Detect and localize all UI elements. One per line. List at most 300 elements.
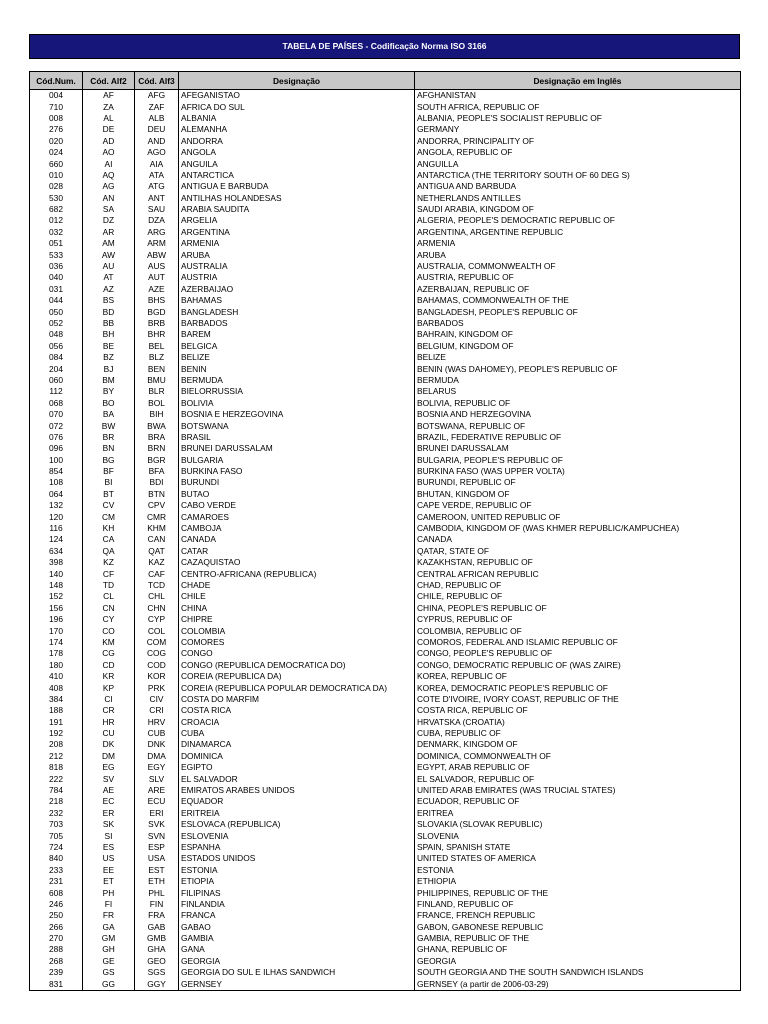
table-row <box>30 136 741 147</box>
english-designation-cell: CAMEROON, UNITED REPUBLIC OF <box>415 511 741 522</box>
english-designation-cell: BANGLADESH, PEOPLE'S REPUBLIC OF <box>415 306 741 317</box>
table-row <box>30 398 741 409</box>
document-title: TABELA DE PAÍSES - Codificação Norma ISO 3166 <box>29 34 740 59</box>
alpha3-code-cell: SVN <box>135 830 179 841</box>
english-designation-cell: CHINA, PEOPLE'S REPUBLIC OF <box>415 603 741 614</box>
table-row <box>30 249 741 260</box>
english-designation-cell: ARGENTINA, ARGENTINE REPUBLIC <box>415 227 741 238</box>
numeric-code-cell: 032 <box>30 227 83 238</box>
alpha2-code-cell: DZ <box>83 215 135 226</box>
alpha2-code-cell: BE <box>83 341 135 352</box>
alpha3-code-cell: FRA <box>135 910 179 921</box>
alpha2-code-cell: ER <box>83 808 135 819</box>
alpha2-code-cell: ET <box>83 876 135 887</box>
designation-cell: ALBANIA <box>179 113 415 124</box>
alpha2-code-cell: AG <box>83 181 135 192</box>
designation-cell: GERNSEY <box>179 978 415 990</box>
english-designation-cell: PHILIPPINES, REPUBLIC OF THE <box>415 887 741 898</box>
alpha2-code-cell: AQ <box>83 170 135 181</box>
alpha2-code-cell: CV <box>83 500 135 511</box>
alpha3-code-cell: ECU <box>135 796 179 807</box>
numeric-code-cell: 116 <box>30 523 83 534</box>
table-row <box>30 773 741 784</box>
alpha3-code-cell: TCD <box>135 580 179 591</box>
numeric-code-cell: 052 <box>30 318 83 329</box>
alpha2-code-cell: BG <box>83 455 135 466</box>
alpha2-code-cell: CF <box>83 568 135 579</box>
numeric-code-cell: 250 <box>30 910 83 921</box>
alpha3-code-cell: COD <box>135 660 179 671</box>
table-row <box>30 375 741 386</box>
alpha2-code-cell: AM <box>83 238 135 249</box>
table-row <box>30 432 741 443</box>
alpha2-code-cell: BT <box>83 489 135 500</box>
alpha2-code-cell: TD <box>83 580 135 591</box>
table-row <box>30 853 741 864</box>
table-row <box>30 603 741 614</box>
designation-cell: DINAMARCA <box>179 739 415 750</box>
english-designation-cell: ANTARCTICA (THE TERRITORY SOUTH OF 60 DEG S) <box>415 170 741 181</box>
alpha3-code-cell: CAF <box>135 568 179 579</box>
english-designation-cell: ANGOLA, REPUBLIC OF <box>415 147 741 158</box>
designation-cell: ANTARCTICA <box>179 170 415 181</box>
alpha3-code-cell: BIH <box>135 409 179 420</box>
designation-cell: BELIZE <box>179 352 415 363</box>
alpha3-code-cell: COG <box>135 648 179 659</box>
alpha2-code-cell: BR <box>83 432 135 443</box>
numeric-code-cell: 020 <box>30 136 83 147</box>
column-header-alpha3-code: Cód. Alf3 <box>135 72 179 90</box>
alpha3-code-cell: AUT <box>135 272 179 283</box>
alpha3-code-cell: BMU <box>135 375 179 386</box>
alpha2-code-cell: CN <box>83 603 135 614</box>
table-row <box>30 181 741 192</box>
english-designation-cell: CONGO, DEMOCRATIC REPUBLIC OF (WAS ZAIRE) <box>415 660 741 671</box>
alpha3-code-cell: AND <box>135 136 179 147</box>
english-designation-cell: AUSTRALIA, COMMONWEALTH OF <box>415 261 741 272</box>
designation-cell: DOMINICA <box>179 751 415 762</box>
numeric-code-cell: 384 <box>30 694 83 705</box>
alpha2-code-cell: GA <box>83 922 135 933</box>
alpha2-code-cell: CY <box>83 614 135 625</box>
english-designation-cell: CYPRUS, REPUBLIC OF <box>415 614 741 625</box>
numeric-code-cell: 724 <box>30 842 83 853</box>
alpha3-code-cell: DEU <box>135 124 179 135</box>
alpha3-code-cell: EGY <box>135 762 179 773</box>
alpha3-code-cell: AGO <box>135 147 179 158</box>
numeric-code-cell: 178 <box>30 648 83 659</box>
alpha3-code-cell: BRN <box>135 443 179 454</box>
alpha3-code-cell: CPV <box>135 500 179 511</box>
table-row <box>30 739 741 750</box>
table-row <box>30 363 741 374</box>
designation-cell: ESLOVACA (REPUBLICA) <box>179 819 415 830</box>
designation-cell: CUBA <box>179 728 415 739</box>
numeric-code-cell: 096 <box>30 443 83 454</box>
designation-cell: BOTSWANA <box>179 420 415 431</box>
english-designation-cell: CAPE VERDE, REPUBLIC OF <box>415 500 741 511</box>
designation-cell: BANGLADESH <box>179 306 415 317</box>
alpha3-code-cell: CIV <box>135 694 179 705</box>
table-row <box>30 580 741 591</box>
english-designation-cell: BELGIUM, KINGDOM OF <box>415 341 741 352</box>
english-designation-cell: ERITREA <box>415 808 741 819</box>
english-designation-cell: DENMARK, KINGDOM OF <box>415 739 741 750</box>
alpha3-code-cell: BHR <box>135 329 179 340</box>
designation-cell: BULGARIA <box>179 455 415 466</box>
alpha3-code-cell: DMA <box>135 751 179 762</box>
numeric-code-cell: 068 <box>30 398 83 409</box>
english-designation-cell: ALGERIA, PEOPLE'S DEMOCRATIC REPUBLIC OF <box>415 215 741 226</box>
alpha2-code-cell: CI <box>83 694 135 705</box>
numeric-code-cell: 705 <box>30 830 83 841</box>
designation-cell: AZERBAIJAO <box>179 284 415 295</box>
alpha2-code-cell: AO <box>83 147 135 158</box>
alpha2-code-cell: AZ <box>83 284 135 295</box>
numeric-code-cell: 398 <box>30 557 83 568</box>
table-row <box>30 455 741 466</box>
table-row <box>30 762 741 773</box>
alpha2-code-cell: ZA <box>83 101 135 112</box>
table-row <box>30 625 741 636</box>
numeric-code-cell: 276 <box>30 124 83 135</box>
table-row <box>30 591 741 602</box>
designation-cell: ARGELIA <box>179 215 415 226</box>
numeric-code-cell: 410 <box>30 671 83 682</box>
table-row <box>30 147 741 158</box>
alpha3-code-cell: ETH <box>135 876 179 887</box>
table-row <box>30 500 741 511</box>
english-designation-cell: BOLIVIA, REPUBLIC OF <box>415 398 741 409</box>
alpha2-code-cell: US <box>83 853 135 864</box>
table-row <box>30 318 741 329</box>
english-designation-cell: BRUNEI DARUSSALAM <box>415 443 741 454</box>
designation-cell: COSTA DO MARFIM <box>179 694 415 705</box>
table-row <box>30 204 741 215</box>
numeric-code-cell: 239 <box>30 967 83 978</box>
designation-cell: COMORES <box>179 637 415 648</box>
english-designation-cell: BHUTAN, KINGDOM OF <box>415 489 741 500</box>
alpha3-code-cell: CYP <box>135 614 179 625</box>
numeric-code-cell: 840 <box>30 853 83 864</box>
numeric-code-cell: 854 <box>30 466 83 477</box>
english-designation-cell: SOUTH GEORGIA AND THE SOUTH SANDWICH ISLANDS <box>415 967 741 978</box>
english-designation-cell: SAUDI ARABIA, KINGDOM OF <box>415 204 741 215</box>
alpha2-code-cell: BZ <box>83 352 135 363</box>
numeric-code-cell: 233 <box>30 865 83 876</box>
alpha2-code-cell: KZ <box>83 557 135 568</box>
alpha3-code-cell: CMR <box>135 511 179 522</box>
designation-cell: ARMENIA <box>179 238 415 249</box>
designation-cell: AFRICA DO SUL <box>179 101 415 112</box>
alpha3-code-cell: AZE <box>135 284 179 295</box>
table-header-row <box>30 72 741 90</box>
alpha2-code-cell: AU <box>83 261 135 272</box>
table-row <box>30 443 741 454</box>
english-designation-cell: ARMENIA <box>415 238 741 249</box>
numeric-code-cell: 196 <box>30 614 83 625</box>
alpha3-code-cell: AIA <box>135 158 179 169</box>
numeric-code-cell: 040 <box>30 272 83 283</box>
english-designation-cell: BELIZE <box>415 352 741 363</box>
numeric-code-cell: 044 <box>30 295 83 306</box>
designation-cell: EL SALVADOR <box>179 773 415 784</box>
designation-cell: CONGO <box>179 648 415 659</box>
table-row <box>30 887 741 898</box>
table-row <box>30 295 741 306</box>
table-row <box>30 386 741 397</box>
english-designation-cell: BERMUDA <box>415 375 741 386</box>
designation-cell: ANTIGUA E BARBUDA <box>179 181 415 192</box>
numeric-code-cell: 084 <box>30 352 83 363</box>
alpha3-code-cell: ATG <box>135 181 179 192</box>
alpha3-code-cell: CHN <box>135 603 179 614</box>
alpha2-code-cell: HR <box>83 716 135 727</box>
alpha2-code-cell: CD <box>83 660 135 671</box>
numeric-code-cell: 180 <box>30 660 83 671</box>
alpha3-code-cell: KOR <box>135 671 179 682</box>
alpha2-code-cell: KR <box>83 671 135 682</box>
alpha2-code-cell: EE <box>83 865 135 876</box>
alpha3-code-cell: BEL <box>135 341 179 352</box>
designation-cell: CATAR <box>179 546 415 557</box>
column-header-designation: Designação <box>179 72 415 90</box>
english-designation-cell: SLOVAKIA (SLOVAK REPUBLIC) <box>415 819 741 830</box>
english-designation-cell: COLOMBIA, REPUBLIC OF <box>415 625 741 636</box>
english-designation-cell: BURUNDI, REPUBLIC OF <box>415 477 741 488</box>
numeric-code-cell: 152 <box>30 591 83 602</box>
english-designation-cell: SLOVENIA <box>415 830 741 841</box>
english-designation-cell: ALBANIA, PEOPLE'S SOCIALIST REPUBLIC OF <box>415 113 741 124</box>
english-designation-cell: ECUADOR, REPUBLIC OF <box>415 796 741 807</box>
numeric-code-cell: 031 <box>30 284 83 295</box>
designation-cell: CHINA <box>179 603 415 614</box>
english-designation-cell: ETHIOPIA <box>415 876 741 887</box>
designation-cell: BUTAO <box>179 489 415 500</box>
table-row <box>30 648 741 659</box>
english-designation-cell: COSTA RICA, REPUBLIC OF <box>415 705 741 716</box>
table-row <box>30 876 741 887</box>
alpha3-code-cell: BEN <box>135 363 179 374</box>
column-header-numeric-code: Cód.Num. <box>30 72 83 90</box>
designation-cell: BOSNIA E HERZEGOVINA <box>179 409 415 420</box>
alpha3-code-cell: BOL <box>135 398 179 409</box>
numeric-code-cell: 270 <box>30 933 83 944</box>
numeric-code-cell: 120 <box>30 511 83 522</box>
designation-cell: ESTADOS UNIDOS <box>179 853 415 864</box>
designation-cell: COLOMBIA <box>179 625 415 636</box>
numeric-code-cell: 132 <box>30 500 83 511</box>
alpha3-code-cell: ESP <box>135 842 179 853</box>
alpha3-code-cell: KAZ <box>135 557 179 568</box>
designation-cell: CABO VERDE <box>179 500 415 511</box>
designation-cell: ANDORRA <box>179 136 415 147</box>
designation-cell: BRUNEI DARUSSALAM <box>179 443 415 454</box>
designation-cell: ARABIA SAUDITA <box>179 204 415 215</box>
numeric-code-cell: 266 <box>30 922 83 933</box>
designation-cell: CAMAROES <box>179 511 415 522</box>
alpha2-code-cell: DK <box>83 739 135 750</box>
table-row <box>30 306 741 317</box>
table-row <box>30 614 741 625</box>
english-designation-cell: GABON, GABONESE REPUBLIC <box>415 922 741 933</box>
table-row <box>30 489 741 500</box>
numeric-code-cell: 533 <box>30 249 83 260</box>
designation-cell: BENIN <box>179 363 415 374</box>
english-designation-cell: ARUBA <box>415 249 741 260</box>
english-designation-cell: ESTONIA <box>415 865 741 876</box>
english-designation-cell: SOUTH AFRICA, REPUBLIC OF <box>415 101 741 112</box>
table-row <box>30 215 741 226</box>
alpha2-code-cell: BB <box>83 318 135 329</box>
english-designation-cell: BARBADOS <box>415 318 741 329</box>
alpha3-code-cell: CUB <box>135 728 179 739</box>
numeric-code-cell: 051 <box>30 238 83 249</box>
numeric-code-cell: 140 <box>30 568 83 579</box>
table-row <box>30 170 741 181</box>
alpha3-code-cell: USA <box>135 853 179 864</box>
table-row <box>30 910 741 921</box>
table-row <box>30 944 741 955</box>
alpha2-code-cell: KP <box>83 682 135 693</box>
table-row <box>30 694 741 705</box>
alpha2-code-cell: EC <box>83 796 135 807</box>
alpha2-code-cell: BA <box>83 409 135 420</box>
designation-cell: FILIPINAS <box>179 887 415 898</box>
table-row <box>30 785 741 796</box>
table-row <box>30 272 741 283</box>
alpha2-code-cell: AT <box>83 272 135 283</box>
designation-cell: ANGOLA <box>179 147 415 158</box>
alpha3-code-cell: GMB <box>135 933 179 944</box>
table-row <box>30 158 741 169</box>
designation-cell: CHILE <box>179 591 415 602</box>
alpha2-code-cell: BH <box>83 329 135 340</box>
numeric-code-cell: 530 <box>30 193 83 204</box>
designation-cell: FRANCA <box>179 910 415 921</box>
english-designation-cell: COMOROS, FEDERAL AND ISLAMIC REPUBLIC OF <box>415 637 741 648</box>
alpha2-code-cell: CR <box>83 705 135 716</box>
alpha2-code-cell: ES <box>83 842 135 853</box>
table-body <box>30 90 741 991</box>
alpha3-code-cell: BGR <box>135 455 179 466</box>
designation-cell: CAZAQUISTAO <box>179 557 415 568</box>
table-row <box>30 193 741 204</box>
table-row <box>30 284 741 295</box>
table-row <box>30 113 741 124</box>
numeric-code-cell: 010 <box>30 170 83 181</box>
alpha2-code-cell: GE <box>83 956 135 967</box>
english-designation-cell: CHILE, REPUBLIC OF <box>415 591 741 602</box>
table-row <box>30 682 741 693</box>
alpha2-code-cell: FI <box>83 899 135 910</box>
numeric-code-cell: 232 <box>30 808 83 819</box>
numeric-code-cell: 050 <box>30 306 83 317</box>
alpha2-code-cell: BS <box>83 295 135 306</box>
english-designation-cell: AZERBAIJAN, REPUBLIC OF <box>415 284 741 295</box>
alpha2-code-cell: SI <box>83 830 135 841</box>
english-designation-cell: BOTSWANA, REPUBLIC OF <box>415 420 741 431</box>
english-designation-cell: BAHAMAS, COMMONWEALTH OF THE <box>415 295 741 306</box>
numeric-code-cell: 148 <box>30 580 83 591</box>
alpha3-code-cell: SVK <box>135 819 179 830</box>
alpha2-code-cell: QA <box>83 546 135 557</box>
designation-cell: CANADA <box>179 534 415 545</box>
numeric-code-cell: 064 <box>30 489 83 500</box>
table-row <box>30 238 741 249</box>
numeric-code-cell: 072 <box>30 420 83 431</box>
english-designation-cell: FRANCE, FRENCH REPUBLIC <box>415 910 741 921</box>
table-row <box>30 341 741 352</box>
table-row <box>30 420 741 431</box>
alpha2-code-cell: PH <box>83 887 135 898</box>
designation-cell: BURKINA FASO <box>179 466 415 477</box>
table-row <box>30 477 741 488</box>
table-row <box>30 751 741 762</box>
english-designation-cell: SPAIN, SPANISH STATE <box>415 842 741 853</box>
alpha2-code-cell: BY <box>83 386 135 397</box>
alpha3-code-cell: ARM <box>135 238 179 249</box>
table-row <box>30 523 741 534</box>
alpha2-code-cell: BD <box>83 306 135 317</box>
english-designation-cell: BRAZIL, FEDERATIVE REPUBLIC OF <box>415 432 741 443</box>
alpha3-code-cell: GHA <box>135 944 179 955</box>
alpha2-code-cell: EG <box>83 762 135 773</box>
alpha2-code-cell: AI <box>83 158 135 169</box>
alpha2-code-cell: SK <box>83 819 135 830</box>
numeric-code-cell: 268 <box>30 956 83 967</box>
english-designation-cell: AUSTRIA, REPUBLIC OF <box>415 272 741 283</box>
alpha2-code-cell: FR <box>83 910 135 921</box>
table-row <box>30 101 741 112</box>
table-row <box>30 329 741 340</box>
designation-cell: BAREM <box>179 329 415 340</box>
numeric-code-cell: 231 <box>30 876 83 887</box>
alpha2-code-cell: BF <box>83 466 135 477</box>
english-designation-cell: ANTIGUA AND BARBUDA <box>415 181 741 192</box>
designation-cell: ALEMANHA <box>179 124 415 135</box>
alpha2-code-cell: CO <box>83 625 135 636</box>
alpha3-code-cell: BRA <box>135 432 179 443</box>
designation-cell: BELGICA <box>179 341 415 352</box>
numeric-code-cell: 060 <box>30 375 83 386</box>
alpha3-code-cell: GGY <box>135 978 179 990</box>
alpha3-code-cell: AUS <box>135 261 179 272</box>
numeric-code-cell: 008 <box>30 113 83 124</box>
alpha3-code-cell: ZAF <box>135 101 179 112</box>
alpha2-code-cell: GS <box>83 967 135 978</box>
numeric-code-cell: 188 <box>30 705 83 716</box>
numeric-code-cell: 192 <box>30 728 83 739</box>
designation-cell: ESTONIA <box>179 865 415 876</box>
alpha3-code-cell: KHM <box>135 523 179 534</box>
english-designation-cell: BAHRAIN, KINGDOM OF <box>415 329 741 340</box>
english-designation-cell: BOSNIA AND HERZEGOVINA <box>415 409 741 420</box>
numeric-code-cell: 212 <box>30 751 83 762</box>
designation-cell: EQUADOR <box>179 796 415 807</box>
english-designation-cell: GHANA, REPUBLIC OF <box>415 944 741 955</box>
designation-cell: ESLOVENIA <box>179 830 415 841</box>
alpha3-code-cell: BFA <box>135 466 179 477</box>
alpha2-code-cell: SV <box>83 773 135 784</box>
numeric-code-cell: 818 <box>30 762 83 773</box>
numeric-code-cell: 048 <box>30 329 83 340</box>
alpha2-code-cell: SA <box>83 204 135 215</box>
designation-cell: ARUBA <box>179 249 415 260</box>
alpha3-code-cell: BLZ <box>135 352 179 363</box>
english-designation-cell: CUBA, REPUBLIC OF <box>415 728 741 739</box>
numeric-code-cell: 703 <box>30 819 83 830</box>
